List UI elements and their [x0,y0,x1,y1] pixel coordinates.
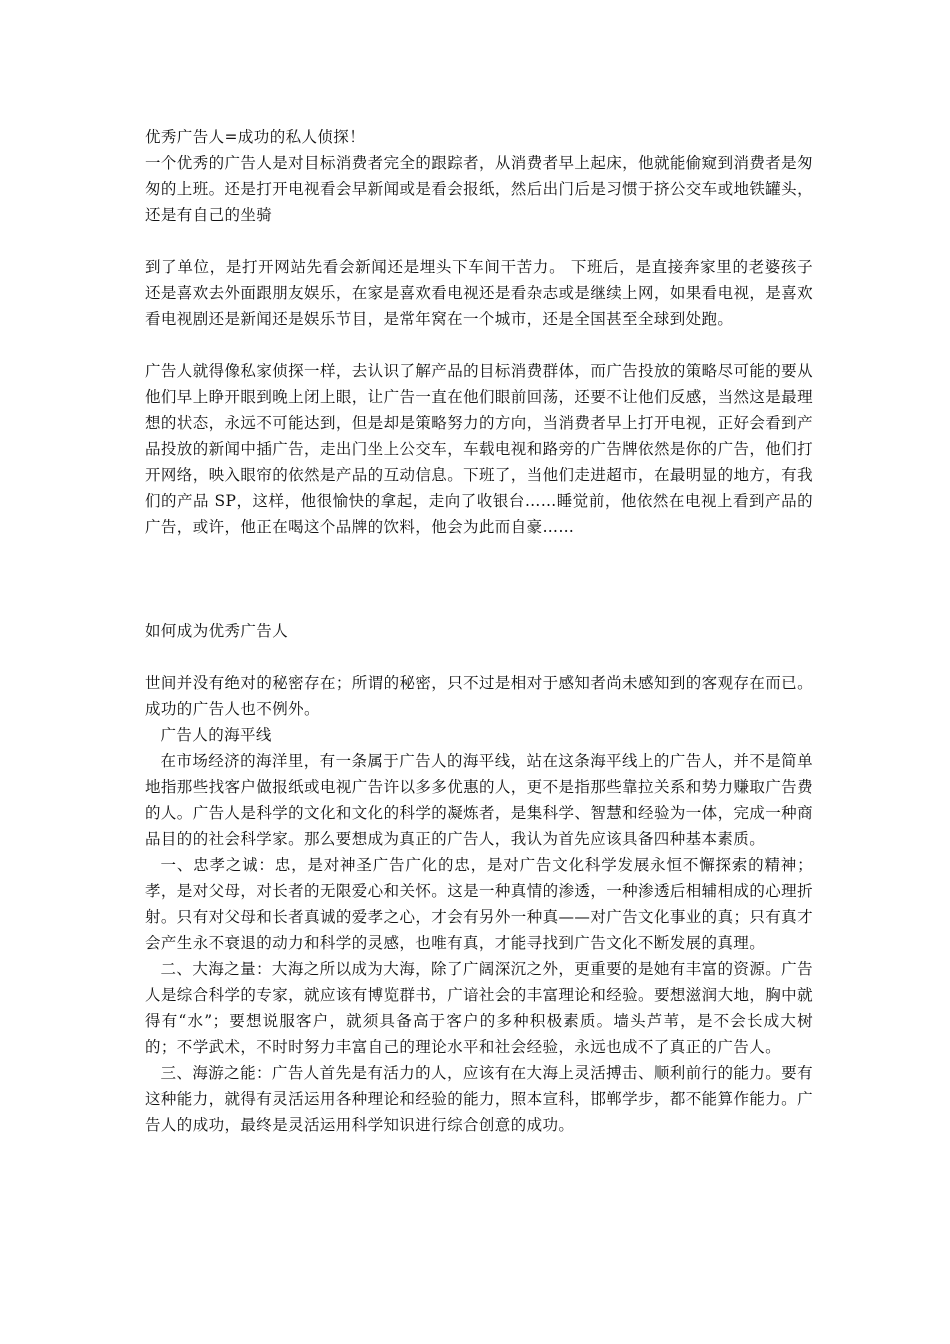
paragraph-spacer [145,228,813,254]
section2-point-1: 一、忠孝之诚：忠，是对神圣广告广化的忠，是对广告文化科学发展永恒不懈探索的精神；孝，是对父母，对长者的无限爱心和关怀。这是一种真情的渗透，一种渗透后相辅相成的心理折射。只有对父母和长者真诚的爱孝之心，才会有另外一种真——对广告文化事业的真；只有真才会产生永不衰退的动力和科学的灵感，也唯有真，才能寻找到广告文化不断发展的真理。 [145,856,813,952]
section1-paragraph-2: 到了单位，是打开网站先看会新闻还是埋头下车间干苦力。 下班后，是直接奔家里的老婆孩子还是喜欢去外面跟朋友娱乐，在家是喜欢看电视还是看杂志或是继续上网，如果看电视，是喜欢看电视剧还是新闻还是娱乐节目，是常年窝在一个城市，还是全国甚至全球到处跑。 [145,258,813,328]
section2-subtitle: 广告人的海平线 [160,726,272,744]
section2-intro: 世间并没有绝对的秘密存在；所谓的秘密，只不过是相对于感知者尚未感知到的客观存在而已。成功的广告人也不例外。 [145,674,813,718]
document-body [145,124,813,1138]
section2-point-2: 二、大海之量：大海之所以成为大海，除了广阔深沉之外，更重要的是她有丰富的资源。广告人是综合科学的专家，就应该有博览群书，广谙社会的丰富理论和经验。要想滋润大地，胸中就得有“水”；要想说服客户，就须具备高于客户的多种积极素质。墙头芦苇，是不会长成大树的；不学武术，不时时努力丰富自己的理论水平和社会经验，永远也成不了真正的广告人。 [145,960,813,1056]
section1-paragraph-3: 广告人就得像私家侦探一样，去认识了解产品的目标消费群体，而广告投放的策略尽可能的要从他们早上睁开眼到晚上闭上眼，让广告一直在他们眼前回荡，还要不让他们反感，当然这是最理想的状态，永远不可能达到，但是却是策略努力的方向，当消费者早上打开电视，正好会看到产品投放的新闻中插广告，走出门坐上公交车，车载电视和路旁的广告牌依然是你的广告，他们打开网络，映入眼帘的依然是产品的互动信息。下班了，当他们走进超市，在最明显的地方，有我们的产品 SP，这样，他很愉快的拿起，走向了收银台……睡觉前，他依然在电视上看到产品的广告，或许，他正在喝这个品牌的饮料，他会为此而自豪…… [145,362,813,536]
section1-paragraph-1: 一个优秀的广告人是对目标消费者完全的跟踪者，从消费者早上起床，他就能偷窥到消费者是匆匆的上班。还是打开电视看会早新闻或是看会报纸，然后出门后是习惯于挤公交车或地铁罐头，还是有自己的坐骑 [145,154,813,224]
section2-point-3: 三、海游之能：广告人首先是有活力的人，应该有在大海上灵活搏击、顺利前行的能力。要有这种能力，就得有灵活运用各种理论和经验的能力，照本宣科，邯郸学步，都不能算作能力。广告人的成功，最终是灵活运用科学知识进行综合创意的成功。 [145,1064,813,1134]
paragraph-spacer [145,644,813,670]
paragraph-spacer [145,332,813,358]
section-spacer [145,540,813,618]
section2-paragraph-1: 在市场经济的海洋里，有一条属于广告人的海平线，站在这条海平线上的广告人，并不是简单地指那些找客户做报纸或电视广告许以多多优惠的人，更不是指那些靠拉关系和势力赚取广告费的人。广告人是科学的文化和文化的科学的凝炼者，是集科学、智慧和经验为一体，完成一种商品目的的社会科学家。那么要想成为真正的广告人，我认为首先应该具备四种基本素质。 [145,752,813,848]
section1-title: 优秀广告人=成功的私人侦探！ [145,128,366,146]
section2-title: 如何成为优秀广告人 [145,622,289,640]
